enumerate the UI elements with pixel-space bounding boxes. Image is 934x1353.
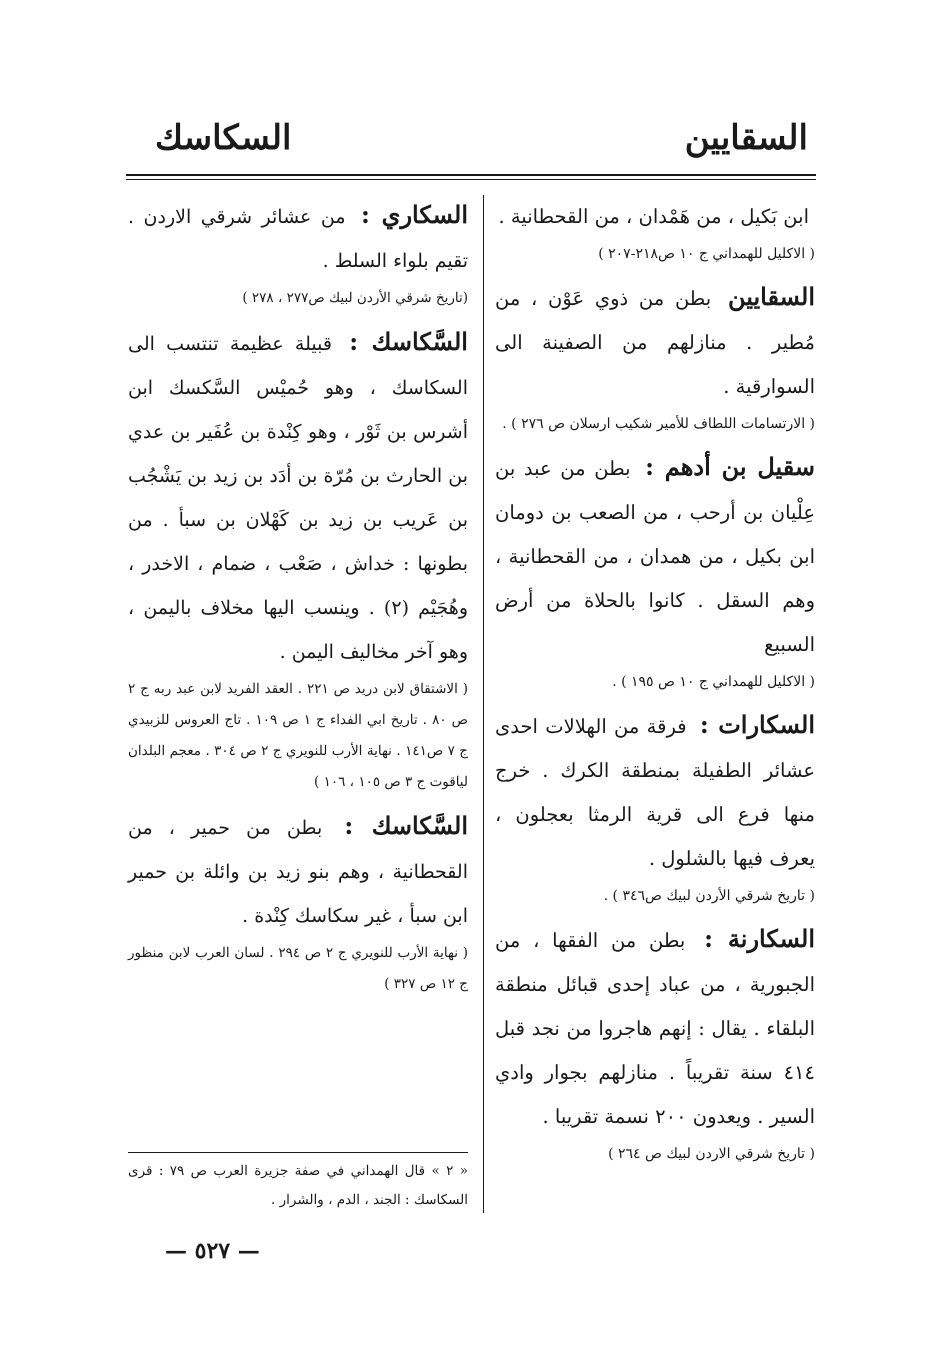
entry-continuation <box>495 193 815 269</box>
entry-saqayin <box>495 275 815 439</box>
entry-heading: السَّكاسك : <box>344 811 468 840</box>
entry-heading: سقيل بن أدهم : <box>645 452 815 481</box>
entry-text: بطن من حمير ، من القحطانية ، وهم بنو زيد بن وائلة بن حمير ابن سبأ ، غير سكاسك كِنْدة . <box>128 817 468 927</box>
entry-text: بطن من ذوي عَوْن ، من مُطير . منازلهم من الصفينة الى السوارقية . <box>495 287 815 398</box>
entry-reference: ( الاكليل للهمداني ج ١٠ ص٢١٨-٢٠٧ ) <box>598 246 815 262</box>
header-rule-thin <box>126 179 816 180</box>
entry-reference: ( الاشتقاق لابن دريد ص ٢٢١ . العقد الفريد لابن عبد ربه ج ٢ ص ٨٠ . تاريخ ابي الفداء ج ١ ص ١٠٩ . تاج العروس للزبيدي ج ٧ ص١٤١ . نهاية الأرب للنويري ج ٢ ص ٣٠٤ . معجم البلدان لياقوت ج ٣ ص ١٠٥ ، ١٠٦ ) <box>128 681 469 790</box>
entry-heading: السكاري : <box>361 200 469 229</box>
right-column <box>495 193 815 1175</box>
entry-text: من عشائر شرقي الاردن . تقيم بلواء السلط . <box>128 206 468 272</box>
left-column <box>128 193 468 1006</box>
entry-reference: ( الاكليل للهمداني ج ١٠ ص ١٩٥ ) . <box>612 674 815 690</box>
running-header-left: السكاسك <box>155 118 292 158</box>
entry-text: فرقة من الهلالات احدى عشائر الطفيلة بمنطقة الكرك . خرج منها فرع الى قرية الرمثا بعجلون ، يعرف فيها بالشلول . <box>495 715 815 870</box>
entry-sakasik-1 <box>128 320 468 798</box>
column-divider <box>483 195 484 1213</box>
entry-heading: السكارنة : <box>704 924 816 953</box>
entry-reference: (تاريخ شرقي الأردن لبيك ص٢٧٧ ، ٢٧٨ ) <box>242 290 468 306</box>
footnote: « ٢ » قال الهمداني في صفة جزيرة العرب ص ٧٩ : قرى السكاسك : الجند ، الدم ، والشرار . <box>128 1163 468 1208</box>
page-number: — ٥٢٧ — <box>165 1238 260 1264</box>
entry-text: ابن بَكيل ، من هَمْدان ، من القحطانية . <box>498 205 809 228</box>
entry-text: بطن من الفقها ، من الجبورية ، من عباد إحدى قبائل منطقة البلقاء . يقال : إنهم هاجروا من نجد قبل ٤١٤ سنة تقريباً . منازلهم بجوار وادي السير . ويعدون ٢٠٠ نسمة تقريبا . <box>495 929 815 1128</box>
entry-reference: ( تاريخ شرقي الاردن لبيك ص ٢٦٤ ) <box>608 1146 815 1162</box>
footnote-rule <box>128 1152 468 1153</box>
entry-heading: السَّكاسك : <box>349 327 468 356</box>
header-rule <box>126 174 816 176</box>
entry-reference: ( تاريخ شرقي الأردن لبيك ص٣٤٦ ) . <box>603 888 815 904</box>
entry-sakari <box>128 193 468 314</box>
entry-heading: السكارات : <box>699 710 815 739</box>
entry-sakarat <box>495 703 815 911</box>
entry-saqil <box>495 445 815 697</box>
entry-sakasik-2 <box>128 804 468 1000</box>
entry-sakarna <box>495 917 815 1169</box>
entry-text: قبيلة عظيمة تنتسب الى السكاسك ، وهو حُميْس السَّكسك ابن أشرس بن ثَوْر ، وهو كِنْدة بن عُفَير بن عدي بن الحارث بن مُرّة بن أدَد بن زيد بن يَشْجُب بن عَريب بن زيد بن كَهْلان بن سبأ . من بطونها : خداش ، صَعْب ، ضمام ، الاخدر ، وهُجَيْم (٢) . وينسب اليها مخلاف باليمن ، وهو آخر مخاليف اليمن . <box>128 333 468 663</box>
entry-reference: ( نهاية الأرب للنويري ج ٢ ص ٢٩٤ . لسان العرب لابن منظور ج ١٢ ص ٣٢٧ ) <box>128 945 469 992</box>
entry-heading: السقايين <box>727 282 816 311</box>
entry-reference: ( الارتسامات اللطاف للأمير شكيب ارسلان ص ٢٧٦ ) . <box>502 416 815 432</box>
running-header-right: السقايين <box>684 118 808 158</box>
entry-text: بطن من عبد بن عِلْيان بن أرحب ، من الصعب بن دومان ابن بكيل ، من همدان ، من القحطانية ، وهم السقل . كانوا بالحلاة من أرض السبيع <box>495 457 815 656</box>
